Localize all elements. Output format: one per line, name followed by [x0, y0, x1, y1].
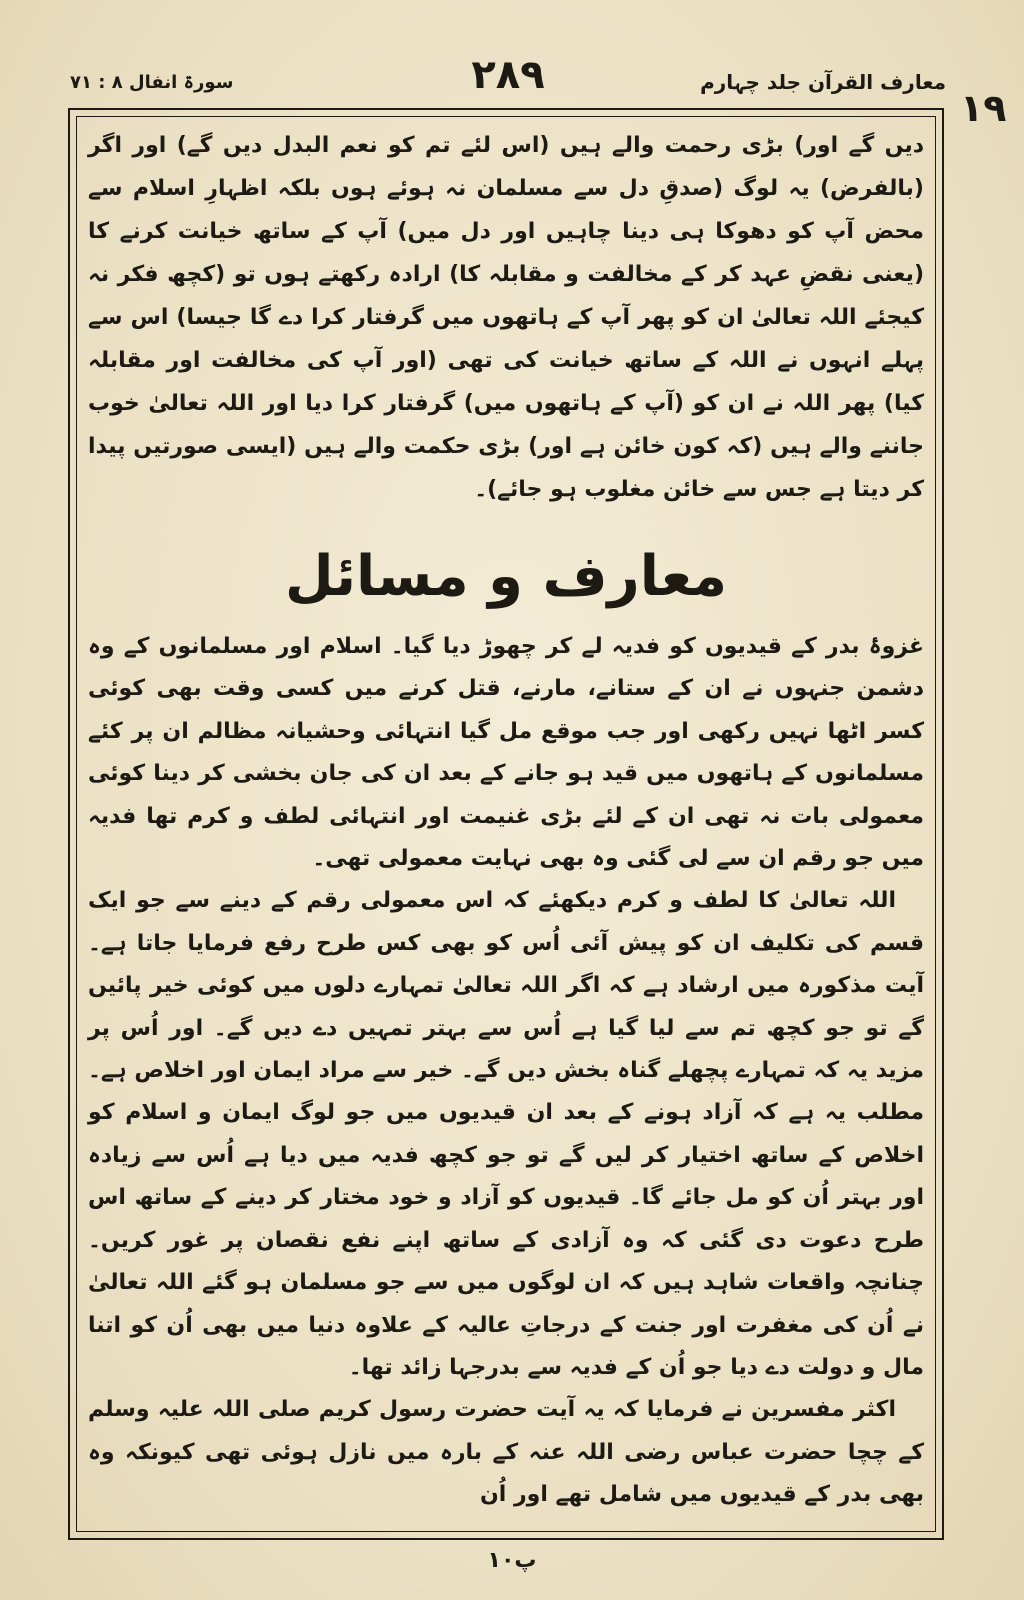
section-heading: معارف و مسائل — [284, 544, 728, 609]
footer-part-marker: پ۱۰ — [487, 1548, 537, 1573]
body-paragraph-3: اکثر مفسرین نے فرمایا کہ یہ آیت حضرت رسول کریم صلی اللہ علیہ وسلم کے چچا حضرت عباس رضی اللہ عنہ کے بارہ میں نازل ہوئی تھی کیونکہ وہ بھی بدر کے قیدیوں میں شامل تھے اور اُن — [88, 1397, 924, 1508]
book-title: معارف القرآن جلد چہارم — [700, 70, 946, 94]
tafseer-paragraph: دیں گے اور) بڑی رحمت والے ہیں (اس لئے تم کو نعم البدل دیں گے) اور اگر (بالفرض) یہ لوگ (صدقِ دل سے مسلمان نہ ہوئے ہوں بلکہ اظہارِ اسلام سے محض آپ کو دھوکا ہی دینا چاہیں اور دل میں) آپ کے ساتھ خیانت کرنے کا (یعنی نقضِ عہد کر کے مخالفت و مقابلہ کا) ارادہ رکھتے ہوں تو (کچھ فکر نہ کیجئے اللہ تعالیٰ ان کو پھر آپ کے ہاتھوں میں گرفتار کرا دے گا جیسا) اس سے پہلے انہوں نے اللہ کے ساتھ خیانت کی تھی (اور آپ کی مخالفت اور مقابلہ کیا) پھر اللہ نے ان کو (آپ کے ہاتھوں میں) گرفتار کرا دیا اور اللہ تعالیٰ خوب جاننے والے ہیں (کہ کون خائن ہے اور) بڑی حکمت والے ہیں (ایسی صورتیں پیدا کر دیتا ہے جس سے خائن مغلوب ہو جائے)۔ — [88, 133, 924, 502]
body-text — [88, 626, 924, 1517]
surah-reference: سورۃ انفال ۸ : ۷۱ — [70, 72, 234, 93]
margin-number: ۱۹ — [960, 86, 1007, 130]
body-paragraph-2: اللہ تعالیٰ کا لطف و کرم دیکھئے کہ اس معمولی رقم کے دینے سے جو ایک قسم کی تکلیف ان کو پیش آئی اُس کو بھی کس طرح رفع فرمایا جاتا ہے۔ آیت مذکورہ میں ارشاد ہے کہ اگر اللہ تعالیٰ تمہارے دلوں میں کوئی خیر پائیں گے تو جو کچھ تم سے لیا گیا ہے اُس سے بہتر تمہیں دے دیں گے۔ اور اُس پر مزید یہ کہ تمہارے پچھلے گناہ بخش دیں گے۔ خیر سے مراد ایمان اور اخلاص ہے۔ مطلب یہ ہے کہ آزاد ہونے کے بعد ان قیدیوں میں جو لوگ ایمان و اسلام کو اخلاص کے ساتھ اختیار کر لیں گے تو جو کچھ فدیہ میں دیا ہے اُس سے زیادہ اور بہتر اُن کو مل جائے گا۔ قیدیوں کو آزاد و خود مختار کر دینے کے ساتھ اس طرح دعوت دی گئی کہ وہ آزادی کے ساتھ اپنے نفع نقصان پر غور کریں۔ چنانچہ واقعات شاہد ہیں کہ ان لوگوں میں سے جو مسلمان ہو گئے اللہ تعالیٰ نے اُن کی مغفرت اور جنت کے درجاتِ عالیہ کے علاوہ دنیا میں بھی اُن کو اتنا مال و دولت دے دیا جو اُن کے فدیہ سے بدرجہا زائد تھا۔ — [88, 888, 925, 1380]
page-header — [70, 52, 946, 108]
body-paragraph-1: غزوۂ بدر کے قیدیوں کو فدیہ لے کر چھوڑ دیا گیا۔ اسلام اور مسلمانوں کے وہ دشمن جنہوں نے ان کے ستانے، مارنے، قتل کرنے میں کسی وقت بھی کوئی کسر اٹھا نہیں رکھی اور جب موقع مل گیا انتہائی وحشیانہ مظالم ان پر کئے مسلمانوں کے ہاتھوں میں قید ہو جانے کے بعد ان کی جان بخشی کر دینا کوئی معمولی بات نہ تھی ان کے لئے بڑی غنیمت اور انتہائی لطف و کرم تھا فدیہ میں جو رقم ان سے لی گئی وہ بھی نہایت معمولی تھی۔ — [88, 634, 924, 872]
tafseer-block — [88, 124, 924, 511]
page-number: ۲۸۹ — [471, 52, 545, 98]
